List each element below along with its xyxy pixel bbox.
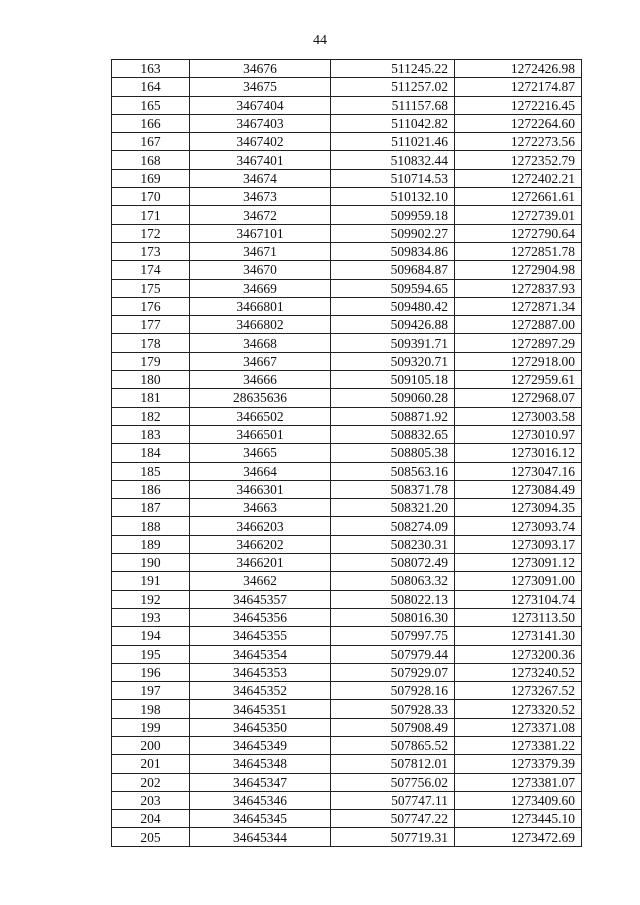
point-id-cell: 34645353: [190, 663, 331, 681]
point-id-cell: 3467402: [190, 133, 331, 151]
y-coordinate-cell: 1273200.36: [455, 645, 582, 663]
x-coordinate-cell: 508016.30: [331, 608, 455, 626]
table-row: [112, 60, 582, 78]
y-coordinate-cell: 1273016.12: [455, 444, 582, 462]
y-coordinate-cell: 1272273.56: [455, 133, 582, 151]
table-row: [112, 188, 582, 206]
table-row: [112, 114, 582, 132]
y-coordinate-cell: 1273409.60: [455, 791, 582, 809]
row-number-cell: 198: [112, 700, 190, 718]
y-coordinate-cell: 1272790.64: [455, 224, 582, 242]
y-coordinate-cell: 1272426.98: [455, 60, 582, 78]
row-number-cell: 205: [112, 828, 190, 846]
row-number-cell: 186: [112, 480, 190, 498]
table-row: [112, 828, 582, 846]
x-coordinate-cell: 511042.82: [331, 114, 455, 132]
point-id-cell: 3466301: [190, 480, 331, 498]
table-row: [112, 96, 582, 114]
y-coordinate-cell: 1273381.07: [455, 773, 582, 791]
table-row: [112, 444, 582, 462]
y-coordinate-cell: 1272871.34: [455, 297, 582, 315]
y-coordinate-cell: 1272837.93: [455, 279, 582, 297]
point-id-cell: 34645352: [190, 682, 331, 700]
point-id-cell: 3467401: [190, 151, 331, 169]
y-coordinate-cell: 1273084.49: [455, 480, 582, 498]
y-coordinate-cell: 1272352.79: [455, 151, 582, 169]
point-id-cell: 34665: [190, 444, 331, 462]
point-id-cell: 34645350: [190, 718, 331, 736]
x-coordinate-cell: 508063.32: [331, 572, 455, 590]
y-coordinate-cell: 1273472.69: [455, 828, 582, 846]
x-coordinate-cell: 507747.22: [331, 810, 455, 828]
row-number-cell: 165: [112, 96, 190, 114]
point-id-cell: 34645347: [190, 773, 331, 791]
x-coordinate-cell: 511257.02: [331, 78, 455, 96]
y-coordinate-cell: 1272918.00: [455, 352, 582, 370]
y-coordinate-cell: 1273093.17: [455, 535, 582, 553]
point-id-cell: 34645355: [190, 627, 331, 645]
y-coordinate-cell: 1272959.61: [455, 371, 582, 389]
y-coordinate-cell: 1273141.30: [455, 627, 582, 645]
point-id-cell: 34666: [190, 371, 331, 389]
table-row: [112, 773, 582, 791]
table-row: [112, 224, 582, 242]
table-row: [112, 261, 582, 279]
point-id-cell: 34662: [190, 572, 331, 590]
table-row: [112, 572, 582, 590]
y-coordinate-cell: 1273113.50: [455, 608, 582, 626]
y-coordinate-cell: 1272887.00: [455, 316, 582, 334]
point-id-cell: 34645345: [190, 810, 331, 828]
x-coordinate-cell: 507928.16: [331, 682, 455, 700]
table-row: [112, 371, 582, 389]
table-row: [112, 663, 582, 681]
y-coordinate-cell: 1272174.87: [455, 78, 582, 96]
row-number-cell: 183: [112, 425, 190, 443]
x-coordinate-cell: 510832.44: [331, 151, 455, 169]
x-coordinate-cell: 507812.01: [331, 755, 455, 773]
table-row: [112, 279, 582, 297]
row-number-cell: 190: [112, 554, 190, 572]
row-number-cell: 176: [112, 297, 190, 315]
table-row: [112, 627, 582, 645]
x-coordinate-cell: 508022.13: [331, 590, 455, 608]
y-coordinate-cell: 1272402.21: [455, 169, 582, 187]
x-coordinate-cell: 507908.49: [331, 718, 455, 736]
row-number-cell: 178: [112, 334, 190, 352]
x-coordinate-cell: 507929.07: [331, 663, 455, 681]
table-row: [112, 480, 582, 498]
x-coordinate-cell: 508805.38: [331, 444, 455, 462]
page-number: 44: [313, 33, 327, 48]
row-number-cell: 163: [112, 60, 190, 78]
point-id-cell: 3466201: [190, 554, 331, 572]
table-row: [112, 352, 582, 370]
y-coordinate-cell: 1273003.58: [455, 407, 582, 425]
point-id-cell: 34645356: [190, 608, 331, 626]
table-row: [112, 151, 582, 169]
y-coordinate-cell: 1273371.08: [455, 718, 582, 736]
row-number-cell: 187: [112, 499, 190, 517]
y-coordinate-cell: 1272897.29: [455, 334, 582, 352]
point-id-cell: 3466502: [190, 407, 331, 425]
x-coordinate-cell: 509320.71: [331, 352, 455, 370]
y-coordinate-cell: 1272661.61: [455, 188, 582, 206]
row-number-cell: 167: [112, 133, 190, 151]
table-row: [112, 682, 582, 700]
row-number-cell: 166: [112, 114, 190, 132]
y-coordinate-cell: 1272968.07: [455, 389, 582, 407]
table-row: [112, 718, 582, 736]
table-row: [112, 535, 582, 553]
row-number-cell: 204: [112, 810, 190, 828]
row-number-cell: 202: [112, 773, 190, 791]
table-row: [112, 608, 582, 626]
point-id-cell: 34672: [190, 206, 331, 224]
table-row: [112, 499, 582, 517]
x-coordinate-cell: 508832.65: [331, 425, 455, 443]
row-number-cell: 181: [112, 389, 190, 407]
y-coordinate-cell: 1273267.52: [455, 682, 582, 700]
row-number-cell: 188: [112, 517, 190, 535]
x-coordinate-cell: 511245.22: [331, 60, 455, 78]
row-number-cell: 195: [112, 645, 190, 663]
x-coordinate-cell: 511021.46: [331, 133, 455, 151]
point-id-cell: 34645344: [190, 828, 331, 846]
y-coordinate-cell: 1272739.01: [455, 206, 582, 224]
row-number-cell: 175: [112, 279, 190, 297]
x-coordinate-cell: 507719.31: [331, 828, 455, 846]
row-number-cell: 185: [112, 462, 190, 480]
point-id-cell: 34645346: [190, 791, 331, 809]
table-row: [112, 517, 582, 535]
x-coordinate-cell: 507747.11: [331, 791, 455, 809]
row-number-cell: 199: [112, 718, 190, 736]
table-row: [112, 791, 582, 809]
row-number-cell: 197: [112, 682, 190, 700]
x-coordinate-cell: 509060.28: [331, 389, 455, 407]
row-number-cell: 177: [112, 316, 190, 334]
row-number-cell: 179: [112, 352, 190, 370]
table-row: [112, 700, 582, 718]
row-number-cell: 182: [112, 407, 190, 425]
x-coordinate-cell: 508321.20: [331, 499, 455, 517]
table-row: [112, 590, 582, 608]
row-number-cell: 171: [112, 206, 190, 224]
point-id-cell: 3467404: [190, 96, 331, 114]
point-id-cell: 34673: [190, 188, 331, 206]
row-number-cell: 164: [112, 78, 190, 96]
x-coordinate-cell: 509902.27: [331, 224, 455, 242]
y-coordinate-cell: 1273010.97: [455, 425, 582, 443]
x-coordinate-cell: 509594.65: [331, 279, 455, 297]
x-coordinate-cell: 508274.09: [331, 517, 455, 535]
y-coordinate-cell: 1272851.78: [455, 242, 582, 260]
point-id-cell: 3466501: [190, 425, 331, 443]
point-id-cell: 3466802: [190, 316, 331, 334]
table-row: [112, 242, 582, 260]
row-number-cell: 184: [112, 444, 190, 462]
x-coordinate-cell: 508072.49: [331, 554, 455, 572]
x-coordinate-cell: 508871.92: [331, 407, 455, 425]
table-row: [112, 425, 582, 443]
table-row: [112, 133, 582, 151]
y-coordinate-cell: 1273320.52: [455, 700, 582, 718]
point-id-cell: 34667: [190, 352, 331, 370]
y-coordinate-cell: 1273445.10: [455, 810, 582, 828]
table-row: [112, 645, 582, 663]
x-coordinate-cell: 508563.16: [331, 462, 455, 480]
point-id-cell: 34645357: [190, 590, 331, 608]
row-number-cell: 191: [112, 572, 190, 590]
table-row: [112, 297, 582, 315]
row-number-cell: 194: [112, 627, 190, 645]
y-coordinate-cell: 1272904.98: [455, 261, 582, 279]
row-number-cell: 201: [112, 755, 190, 773]
point-id-cell: 34645349: [190, 736, 331, 754]
point-id-cell: 34668: [190, 334, 331, 352]
row-number-cell: 174: [112, 261, 190, 279]
table-row: [112, 810, 582, 828]
row-number-cell: 189: [112, 535, 190, 553]
point-id-cell: 34669: [190, 279, 331, 297]
table-row: [112, 755, 582, 773]
table-row: [112, 554, 582, 572]
table-row: [112, 389, 582, 407]
x-coordinate-cell: 509426.88: [331, 316, 455, 334]
table-row: [112, 736, 582, 754]
point-id-cell: 34663: [190, 499, 331, 517]
row-number-cell: 170: [112, 188, 190, 206]
x-coordinate-cell: 508371.78: [331, 480, 455, 498]
point-id-cell: 34676: [190, 60, 331, 78]
y-coordinate-cell: 1273091.00: [455, 572, 582, 590]
row-number-cell: 172: [112, 224, 190, 242]
x-coordinate-cell: 509105.18: [331, 371, 455, 389]
point-id-cell: 28635636: [190, 389, 331, 407]
point-id-cell: 3467403: [190, 114, 331, 132]
point-id-cell: 34674: [190, 169, 331, 187]
table-row: [112, 462, 582, 480]
x-coordinate-cell: 507997.75: [331, 627, 455, 645]
x-coordinate-cell: 509480.42: [331, 297, 455, 315]
point-id-cell: 34671: [190, 242, 331, 260]
point-id-cell: 34645354: [190, 645, 331, 663]
y-coordinate-cell: 1273381.22: [455, 736, 582, 754]
row-number-cell: 196: [112, 663, 190, 681]
x-coordinate-cell: 509391.71: [331, 334, 455, 352]
y-coordinate-cell: 1272216.45: [455, 96, 582, 114]
row-number-cell: 192: [112, 590, 190, 608]
x-coordinate-cell: 507928.33: [331, 700, 455, 718]
point-id-cell: 3466202: [190, 535, 331, 553]
x-coordinate-cell: 509684.87: [331, 261, 455, 279]
point-id-cell: 34664: [190, 462, 331, 480]
x-coordinate-cell: 507756.02: [331, 773, 455, 791]
row-number-cell: 203: [112, 791, 190, 809]
table-body: [112, 60, 582, 847]
table-row: [112, 334, 582, 352]
y-coordinate-cell: 1273240.52: [455, 663, 582, 681]
x-coordinate-cell: 509834.86: [331, 242, 455, 260]
point-id-cell: 3466801: [190, 297, 331, 315]
point-id-cell: 34645351: [190, 700, 331, 718]
table-row: [112, 169, 582, 187]
row-number-cell: 173: [112, 242, 190, 260]
x-coordinate-cell: 509959.18: [331, 206, 455, 224]
table-row: [112, 316, 582, 334]
row-number-cell: 193: [112, 608, 190, 626]
x-coordinate-cell: 507979.44: [331, 645, 455, 663]
y-coordinate-cell: 1273047.16: [455, 462, 582, 480]
point-id-cell: 3467101: [190, 224, 331, 242]
x-coordinate-cell: 508230.31: [331, 535, 455, 553]
point-id-cell: 34645348: [190, 755, 331, 773]
table-row: [112, 78, 582, 96]
row-number-cell: 169: [112, 169, 190, 187]
row-number-cell: 180: [112, 371, 190, 389]
row-number-cell: 200: [112, 736, 190, 754]
coordinates-table: [111, 59, 582, 847]
y-coordinate-cell: 1273104.74: [455, 590, 582, 608]
table-row: [112, 206, 582, 224]
y-coordinate-cell: 1273093.74: [455, 517, 582, 535]
point-id-cell: 34670: [190, 261, 331, 279]
row-number-cell: 168: [112, 151, 190, 169]
point-id-cell: 3466203: [190, 517, 331, 535]
table-row: [112, 407, 582, 425]
y-coordinate-cell: 1273379.39: [455, 755, 582, 773]
x-coordinate-cell: 510132.10: [331, 188, 455, 206]
point-id-cell: 34675: [190, 78, 331, 96]
x-coordinate-cell: 507865.52: [331, 736, 455, 754]
x-coordinate-cell: 511157.68: [331, 96, 455, 114]
x-coordinate-cell: 510714.53: [331, 169, 455, 187]
y-coordinate-cell: 1272264.60: [455, 114, 582, 132]
y-coordinate-cell: 1273094.35: [455, 499, 582, 517]
y-coordinate-cell: 1273091.12: [455, 554, 582, 572]
